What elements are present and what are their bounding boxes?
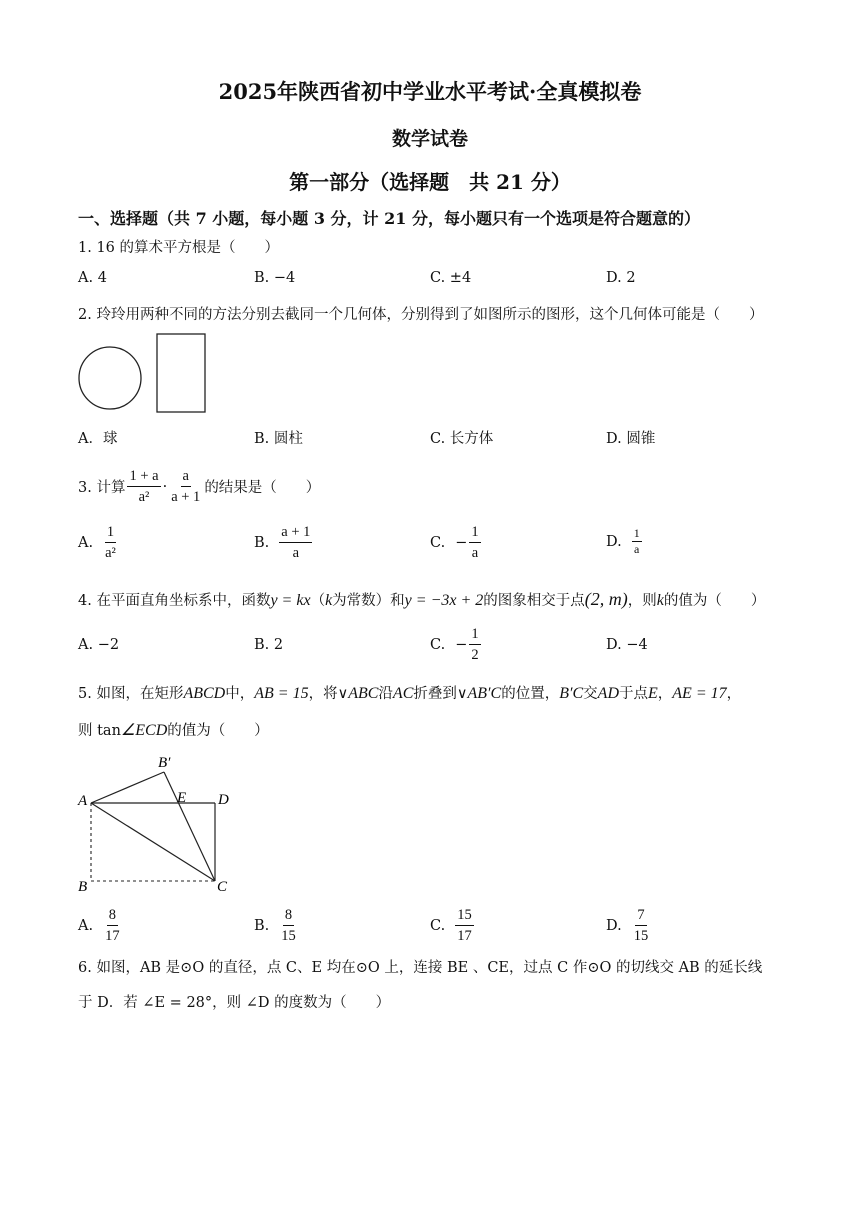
- q2-option-d: D. 圆锥: [606, 431, 656, 447]
- q3-option-c: [430, 522, 483, 563]
- question-6-stem-line-2: 于 D．若 ∠E = 28°，则 ∠D 的度数为（ ）: [78, 995, 391, 1011]
- q5-math-10: ∠ECD: [120, 722, 168, 739]
- q4-option-c-numerator: 1: [469, 624, 480, 645]
- q3-option-c-fraction: [469, 522, 480, 563]
- q1-option-a: A. 4: [78, 270, 107, 286]
- q4-option-c-denominator: 2: [471, 647, 479, 663]
- q4-math-2: k: [325, 592, 333, 609]
- q5-text-10: ，: [726, 686, 742, 702]
- q2-option-b: B. 圆柱: [254, 431, 303, 447]
- q4-math-3: y = −3x + 2: [404, 592, 484, 609]
- q4-option-a: A. −2: [78, 637, 120, 653]
- q3-option-a: [78, 522, 120, 563]
- q3-option-a-label: A.: [78, 534, 94, 551]
- q3-option-b-label: B.: [254, 534, 270, 551]
- question-5-stem-line-2: [78, 719, 269, 740]
- q4-option-c: [430, 624, 483, 665]
- q5-option-b: [254, 905, 300, 946]
- q4-math-5: k: [656, 592, 664, 609]
- q3-option-b-numerator: a + 1: [279, 522, 312, 543]
- q1-option-d: D. 2: [606, 270, 636, 286]
- q4-text-1: 4. 在平面直角坐标系中，函数: [78, 593, 271, 609]
- q4-text-6: 的值为（ ）: [663, 593, 766, 609]
- q5-text-11: 则 tan: [78, 723, 121, 739]
- q5-option-d-numerator: 7: [635, 905, 646, 926]
- q4-text-4: 的图象相交于点: [483, 593, 585, 609]
- q5-option-a-numerator: 8: [107, 905, 118, 926]
- q5-text-12: 的值为（ ）: [167, 723, 269, 739]
- q5-option-b-numerator: 8: [283, 905, 294, 926]
- question-6-stem-line-1: 6. 如图，AB 是⊙O 的直径，点 C、E 均在⊙O 上，连接 BE 、CE，过点 C 作⊙O 的切线交 AB 的延长线: [78, 960, 763, 976]
- q4-option-d: D. −4: [606, 637, 648, 653]
- q5-math-1: ABCD: [183, 685, 226, 702]
- q5-label-c: C: [217, 879, 228, 895]
- q5-option-b-label: B.: [254, 917, 270, 934]
- exam-title: 2025年陕西省初中学业水平考试·全真模拟卷: [218, 79, 642, 104]
- question-1-stem: 1. 16 的算术平方根是（ ）: [78, 240, 280, 256]
- part-heading: 第一部分（选择题 共 21 分）: [289, 170, 571, 194]
- q5-option-c: [430, 905, 476, 946]
- q5-option-c-numerator: 15: [455, 905, 474, 926]
- q5-label-a: A: [78, 793, 88, 809]
- q4-text-3: 为常数）和: [332, 593, 405, 609]
- q5-text-4: 沿: [378, 686, 393, 702]
- q3-option-d-numerator: 1: [633, 526, 640, 540]
- q5-option-b-fraction: [279, 905, 298, 946]
- q5-text-3: ，将∨: [308, 686, 349, 702]
- paper-subtitle: 数学试卷: [391, 128, 468, 150]
- q1-option-c: C. ±4: [430, 270, 472, 286]
- q5-label-d: D: [218, 792, 229, 808]
- question-4-stem: [78, 589, 765, 610]
- q4-option-b: B. 2: [254, 637, 284, 653]
- section-heading: 一、选择题（共 7 小题，每小题 3 分，计 21 分，每小题只有一个选项是符合题意的）: [78, 209, 700, 228]
- q4-option-c-label: C.: [430, 636, 446, 653]
- q4-option-c-sign: −: [455, 636, 468, 653]
- q5-label-b-prime: B′: [158, 755, 171, 771]
- q5-text-6: 的位置，: [501, 686, 560, 702]
- q5-option-c-fraction: [455, 905, 474, 946]
- q3-option-c-sign: −: [455, 534, 468, 551]
- q5-text-7: 交: [583, 686, 598, 702]
- question-5-stem-line-1: [78, 682, 741, 703]
- q3-option-a-numerator: 1: [105, 522, 116, 543]
- q5-option-c-label: C.: [430, 917, 446, 934]
- q5-text-1: 5. 如图，在矩形: [78, 686, 184, 702]
- q2-option-c: C. 长方体: [430, 431, 494, 447]
- q4-math-1: y = kx: [270, 592, 311, 609]
- q5-option-a-fraction: [103, 905, 122, 946]
- q5-option-d: [606, 905, 652, 946]
- q3-option-c-label: C.: [430, 534, 446, 551]
- q5-text-5: 折叠到∨: [413, 686, 468, 702]
- q4-option-c-fraction: [469, 624, 480, 665]
- question-3-stem: [78, 466, 320, 507]
- q5-option-a: [78, 905, 124, 946]
- q5-math-6: B′C: [559, 685, 584, 702]
- question-2-stem: 2. 玲玲用两种不同的方法分别去截同一个几何体，分别得到了如图所示的图形，这个几何体可能是（ ）: [78, 307, 764, 323]
- q5-option-d-denominator: 15: [633, 928, 649, 944]
- q3-fraction-1: [127, 466, 160, 507]
- q5-label-b: B: [78, 879, 88, 895]
- q2-rectangle-section: [157, 334, 205, 412]
- q3-option-d-label: D.: [606, 533, 622, 550]
- q4-math-4: (2, m): [584, 589, 628, 609]
- q3-fraction-2-denominator: a + 1: [171, 489, 201, 505]
- q5-math-8: E: [648, 685, 658, 702]
- q3-option-d: [606, 526, 644, 557]
- q5-segment-ab-prime: [91, 772, 164, 803]
- q3-option-b: [254, 522, 314, 563]
- q5-math-7: AD: [597, 685, 619, 702]
- q5-option-c-denominator: 17: [457, 928, 472, 944]
- q5-math-3: ABC: [348, 685, 379, 702]
- q5-option-b-denominator: 15: [281, 928, 296, 944]
- q2-option-a: A．球: [78, 431, 118, 447]
- q5-text-9: ，: [657, 686, 673, 702]
- q3-fraction-2: [169, 466, 202, 507]
- q2-circle-section: [79, 347, 141, 409]
- q5-math-5: AB′C: [467, 685, 502, 702]
- q3-multiply-dot: ·: [162, 478, 168, 495]
- q5-math-2: AB = 15: [254, 685, 309, 702]
- q4-text-5: ，则: [627, 593, 657, 609]
- q5-option-a-label: A.: [78, 917, 94, 934]
- q5-option-a-denominator: 17: [105, 928, 120, 944]
- q5-math-4: AC: [392, 685, 414, 702]
- q5-text-8: 于点: [619, 686, 648, 702]
- q4-text-2: （: [310, 593, 326, 609]
- q3-fraction-2-numerator: a: [181, 466, 191, 487]
- q5-label-e: E: [177, 790, 187, 806]
- q5-option-d-label: D.: [606, 917, 622, 934]
- q3-fraction-1-denominator: a²: [138, 489, 150, 505]
- q5-option-d-fraction: [632, 905, 651, 946]
- q3-option-a-denominator: a²: [105, 545, 116, 561]
- q3-option-b-denominator: a: [292, 545, 300, 561]
- q3-fraction-1-numerator: 1 + a: [127, 466, 160, 487]
- q5-math-9: AE = 17: [672, 685, 727, 702]
- q5-text-2: 中，: [225, 686, 255, 702]
- q3-option-a-fraction: [103, 522, 118, 563]
- q2-cross-section-figures: [76, 330, 236, 418]
- q3-option-d-denominator: a: [634, 542, 640, 556]
- q5-rectangle-fold-diagram: [74, 750, 244, 896]
- q3-stem-prefix: 3. 计算: [78, 480, 126, 496]
- q3-option-c-denominator: a: [471, 545, 479, 561]
- q1-option-b: B. −4: [254, 270, 296, 286]
- q3-option-c-numerator: 1: [469, 522, 480, 543]
- q3-option-d-fraction: [632, 526, 642, 557]
- q3-stem-suffix: 的结果是（ ）: [204, 480, 321, 496]
- q3-option-b-fraction: [279, 522, 312, 563]
